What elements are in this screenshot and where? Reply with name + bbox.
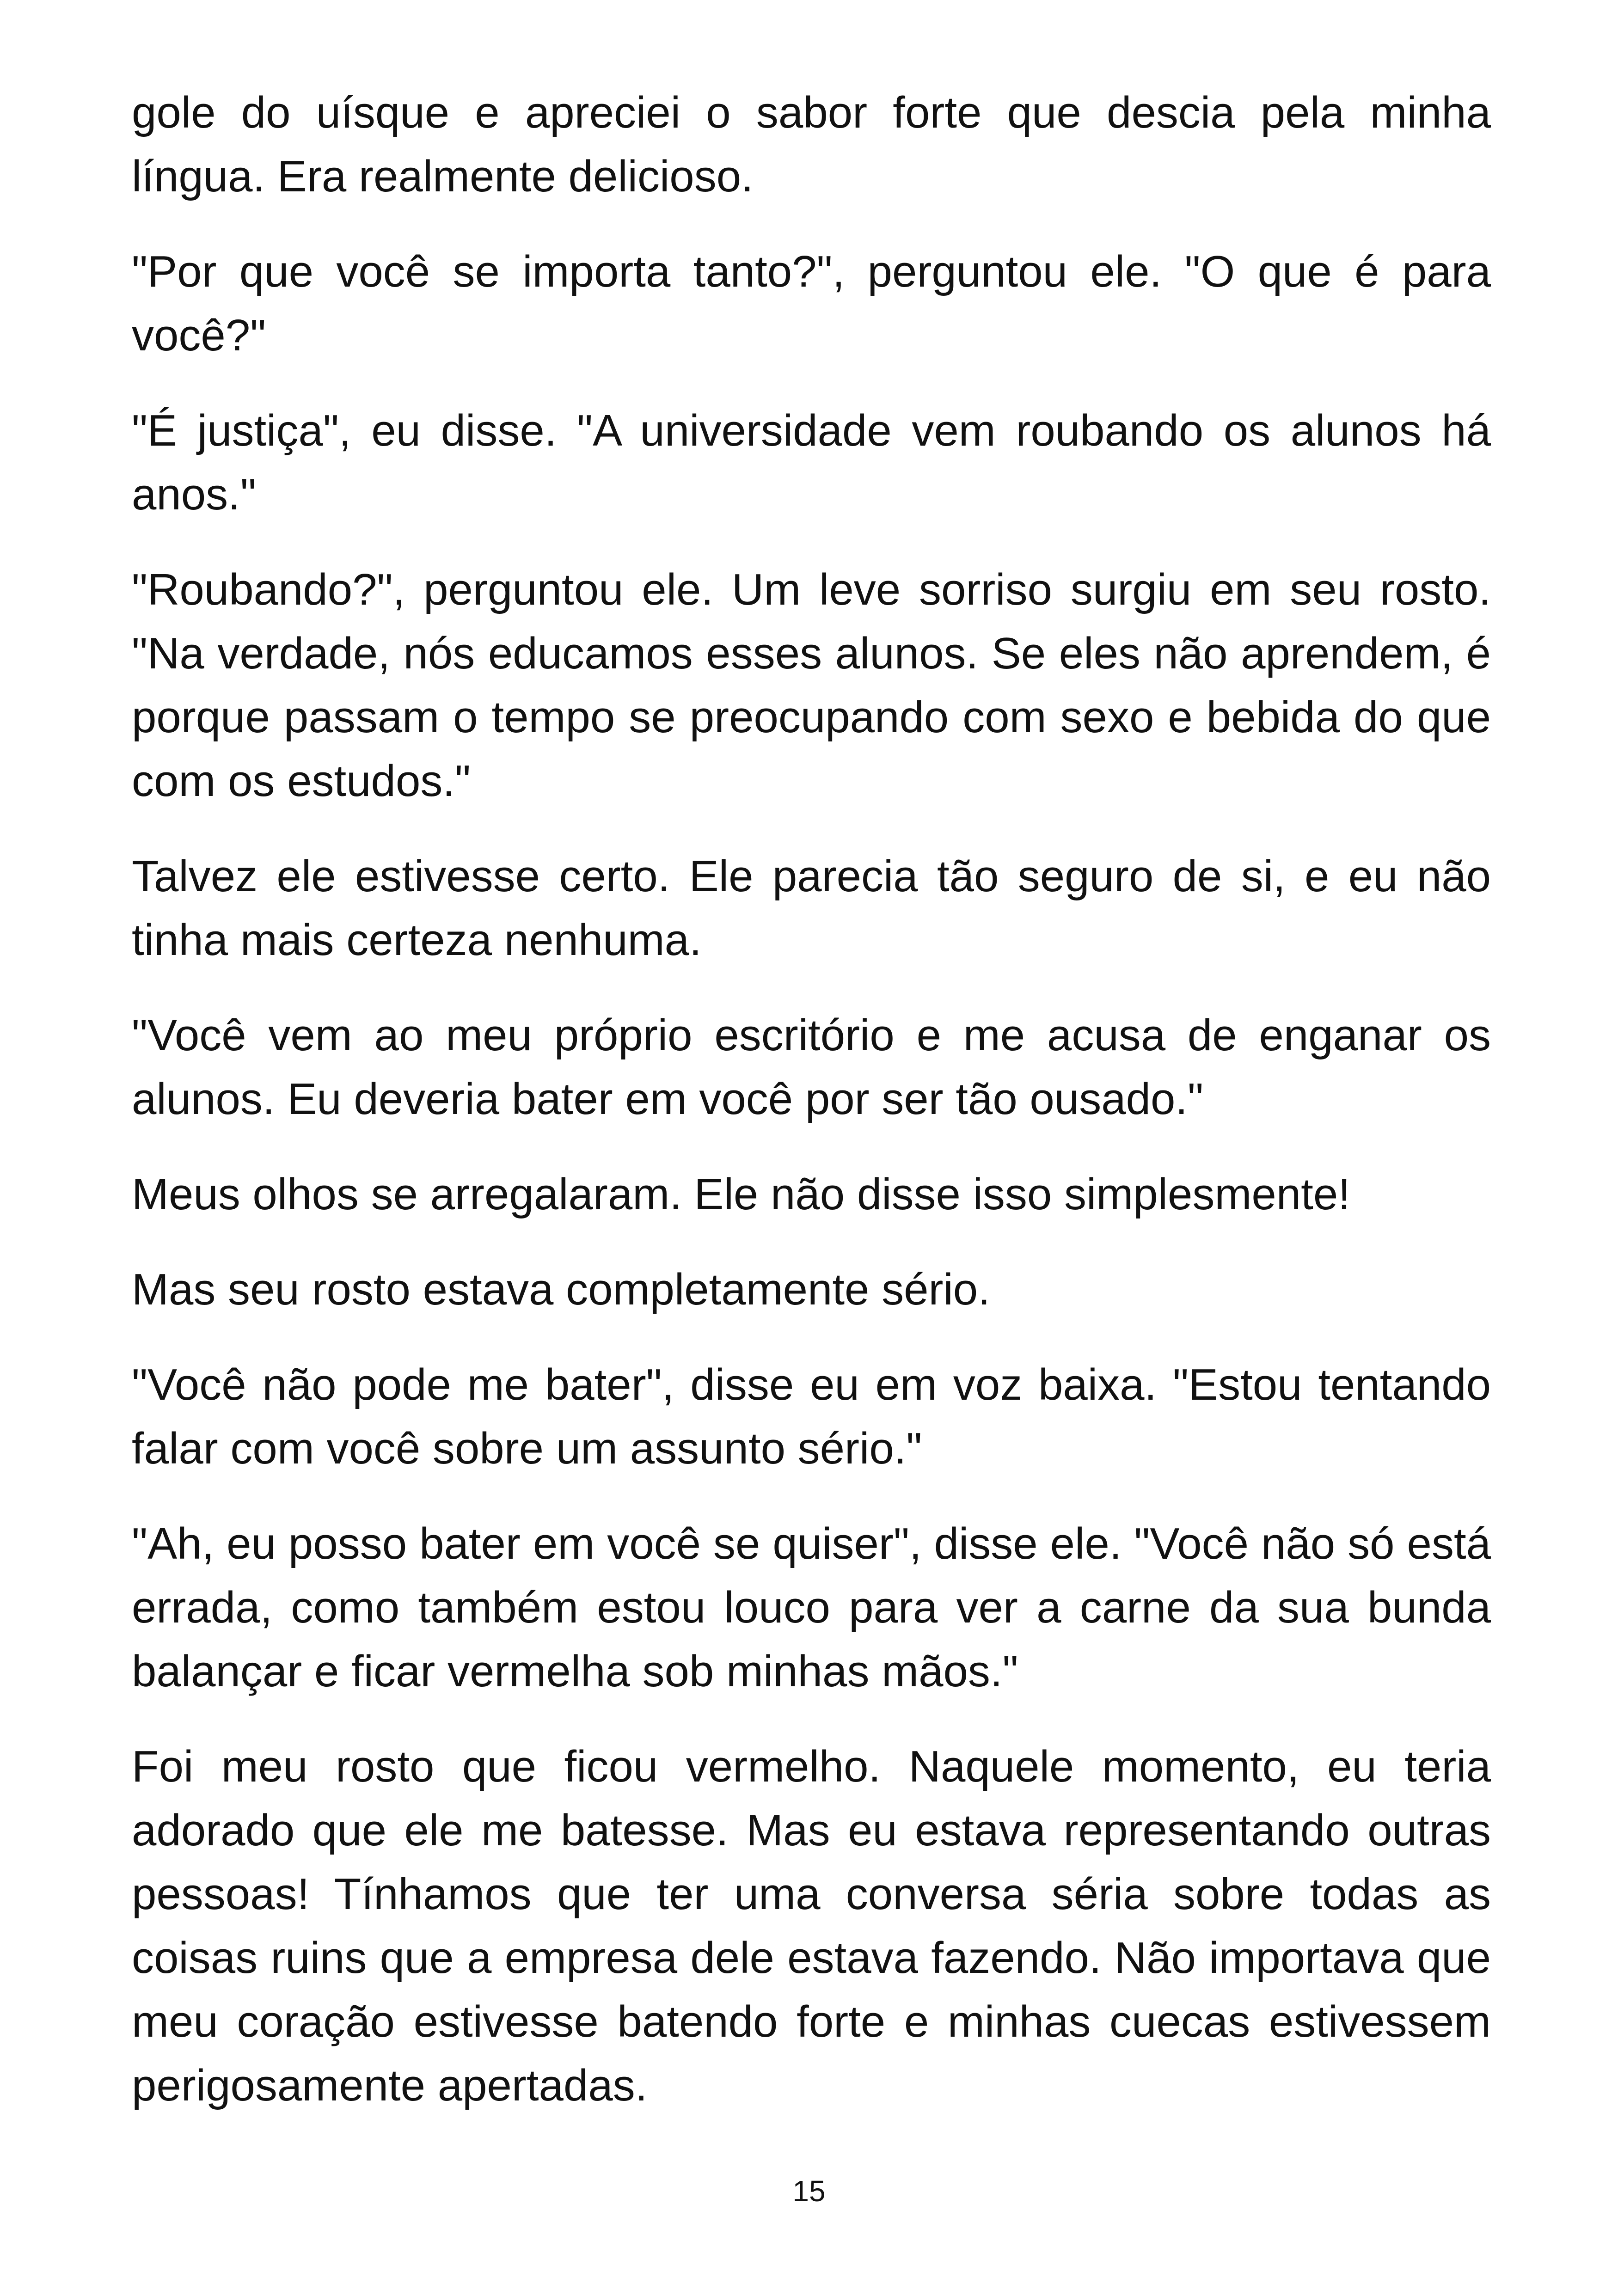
paragraph: "É justiça", eu disse. "A universidade vem roubando os alunos há anos." (132, 406, 1491, 519)
page-body (132, 81, 1491, 2149)
paragraph: Meus olhos se arregalaram. Ele não disse isso simplesmente! (132, 1169, 1350, 1219)
paragraph: Mas seu rosto estava completamente sério. (132, 1265, 990, 1314)
paragraph: gole do uísque e apreciei o sabor forte que descia pela minha língua. Era realmente delicioso. (132, 88, 1491, 201)
paragraph: "Por que você se importa tanto?", perguntou ele. "O que é para você?" (132, 247, 1491, 360)
paragraph: "Ah, eu posso bater em você se quiser", disse ele. "Você não só está errada, como também estou louco para ver a carne da sua bunda balançar e ficar vermelha sob minhas mãos." (132, 1519, 1491, 1696)
paragraph: "Roubando?", perguntou ele. Um leve sorriso surgiu em seu rosto. "Na verdade, nós educamos esses alunos. Se eles não aprendem, é porque passam o tempo se preocupando com sexo e bebida do que com os estudos." (132, 565, 1491, 806)
paragraph: Foi meu rosto que ficou vermelho. Naquele momento, eu teria adorado que ele me batesse. Mas eu estava representando outras pessoas! Tínhamos que ter uma conversa séria sobre todas as coisas ruins que a empresa dele estava fazendo. Não importava que meu coração estivesse batendo forte e minhas cuecas estivessem perigosamente apertadas. (132, 1742, 1491, 2110)
page-number: 15 (792, 2174, 826, 2208)
paragraph: Talvez ele estivesse certo. Ele parecia tão seguro de si, e eu não tinha mais certeza nenhuma. (132, 851, 1491, 965)
paragraph: "Você vem ao meu próprio escritório e me acusa de enganar os alunos. Eu deveria bater em você por ser tão ousado." (132, 1010, 1491, 1124)
paragraph: "Você não pode me bater", disse eu em voz baixa. "Estou tentando falar com você sobre um assunto sério." (132, 1360, 1491, 1473)
